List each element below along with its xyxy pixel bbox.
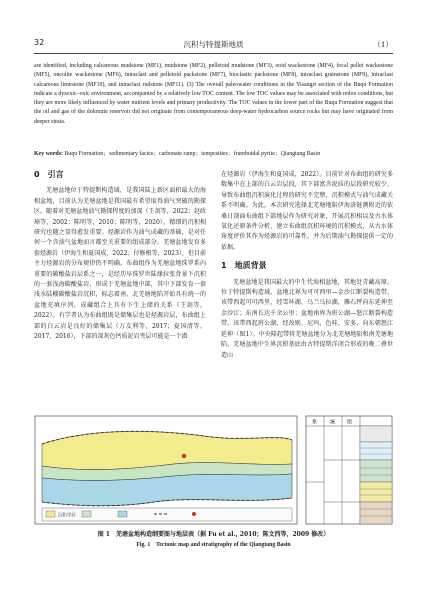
keywords-line xyxy=(34,150,393,159)
legend-title: 沉积学区 xyxy=(58,513,76,519)
tectonic-map-figure xyxy=(34,414,393,526)
strat-header-series: 统 xyxy=(330,419,336,426)
figure-caption xyxy=(34,530,393,550)
left-column xyxy=(34,170,206,343)
keywords-label: Key words: xyxy=(34,151,63,157)
figure-caption-cn: 图 1 羌塘盆地构造纲要图与地层表（据 Fu et al., 2010；陈文西等，2009 修改） xyxy=(97,531,330,538)
intro-continued-paragraph: 在烃源岩（伊海生和夏国成，2022）。目前针对布曲组的研究多数集中在上部的白云岩层段，其下部富含泥质的层段研究较少，导致布曲组沉积演化过程的研究不完整，沉积模式与油气成藏关系不明确。为此，本次研究选择北羌塘地陷伊海洛链测附近的依桑日剖面布曲组下部地层作为研究对象，开展沉积相以及古水体氧化还原条件分析，建立布曲组沉积环境的沉积模式，从古水体角度评价其作为烃源岩的可靠性，并为后期油气勘探提供一定的依据。 xyxy=(221,171,393,251)
abstract-text: are identified, including calcareous mudstone (MF1), mudstone (MF2), pelletoid mudstone (MF3), ooid wackestone (MF4), focal pellet wackestone (MF5), oncolite wackestone (MF6), intraclast and pelletoid packstone (MF7), bioclastic packstone (MF8), intraclast grainstone (MF9), intraclast calcareous limestone (MF10), and intraclast rudstone (MF11). (3) The overall paleowater conditions in the Yisangri section of the Buqu Formation indicate a dysoxic–oxic environment, accompanied by a relatively low TOC content. The low TOC values may be associated with redox conditions, but they are more likely influenced by water nutrient levels and primary productivity. The TOC values in the lower part of the Buqu Formation suggest that the oil and gas of the dolomite reservoir did not originate from contemporaneous deep-water hydrocarbon source rocks but may have originated from deeper strata. xyxy=(34,63,393,125)
header-rule xyxy=(34,53,393,54)
section-location-marker xyxy=(182,454,186,458)
keywords-list: Buqu Formation；sedimentary facies；carbonate ramp；tempestites；framboidal pyrite；Qiangtang Basin xyxy=(64,151,321,157)
strat-header-system: 系 xyxy=(312,419,318,426)
stratigraphic-table xyxy=(306,416,392,524)
right-column xyxy=(221,170,393,361)
issue-number: （1） xyxy=(373,40,393,49)
page-header xyxy=(34,38,393,52)
figure-1 xyxy=(34,414,393,526)
intro-paragraph: 羌塘盆地位于特提斯构造域，是我国陆上新区面积最大的海相盆地，目前认为羌塘盆地是我国最有希望取得油气突破的勘探区。随着对羌塘盆地油气勘探程度的加深（王剑等，2022；赵政璋等，2002；陈明等，2010；陈明等，2020），精细的沉积相研究也随之显得愈发重要。烃源岩作为油气成藏的基础，是对任何一个含油气盆地而言都至关重要的组成部分。羌塘盆地发育多套烃源岩（伊海生和夏国成，2022；付修根等，2023），但目前主力烃源岩的分布规律仍不明确。布曲组作为羌塘盆地侏罗系内重要的碳酸盐岩层系之一，是经历早侏罗世陆缘拉张背景下沉积的一套浅海碳酸盐岩，形成于羌塘盆地中部，其中下部发育一套浅水陆棚碳酸盐岩沉积，标志着南、北羌塘地陷开始具有统一的盆地充填序列，成藏组合上具有下生上储的关系（王剑等，2022）。有学者认为布曲组既是储集层也是烃源岩层，布曲组上部的白云岩是良好的储集层（万友利等，2017；夏国清等，2017，2016），下部的深灰色钙质泥岩夹层可能是一个潜 xyxy=(34,187,206,341)
strat-header-formation: 组 xyxy=(347,419,353,426)
geology-heading: 1 地质背景 xyxy=(221,261,267,271)
page-number: 32 xyxy=(34,38,45,47)
journal-title: 沉积与特提斯地质 xyxy=(183,40,244,49)
geology-paragraph: 羌塘盆地是我国最大的中生代海相盆地，其地处青藏高原，位于特提斯构造域。盆地北界为可可西里—金沙江断裂构造带，该带西起可可西里，经雪环湖、乌兰乌拉湖，雁石坪向东延伸至金沙江；东南长达千余公里；盆地南界为班公湖—怒江断裂构造带，该带西起班公湖，经改则、尼玛、色哇、安多，向东朝怒江延伸（图1）。中央隆起带将羌塘盆地分为北羌塘地陷和南羌塘地陷，羌塘盆地中生界沉积基底由古特提斯洋闭合形成的晚二叠世造山 xyxy=(221,278,393,359)
figure-caption-en: Fig. 1 Tectonic map and stratigraphy of the Qiangtang Basin xyxy=(136,542,291,548)
intro-heading: 0 引言 xyxy=(34,170,64,179)
